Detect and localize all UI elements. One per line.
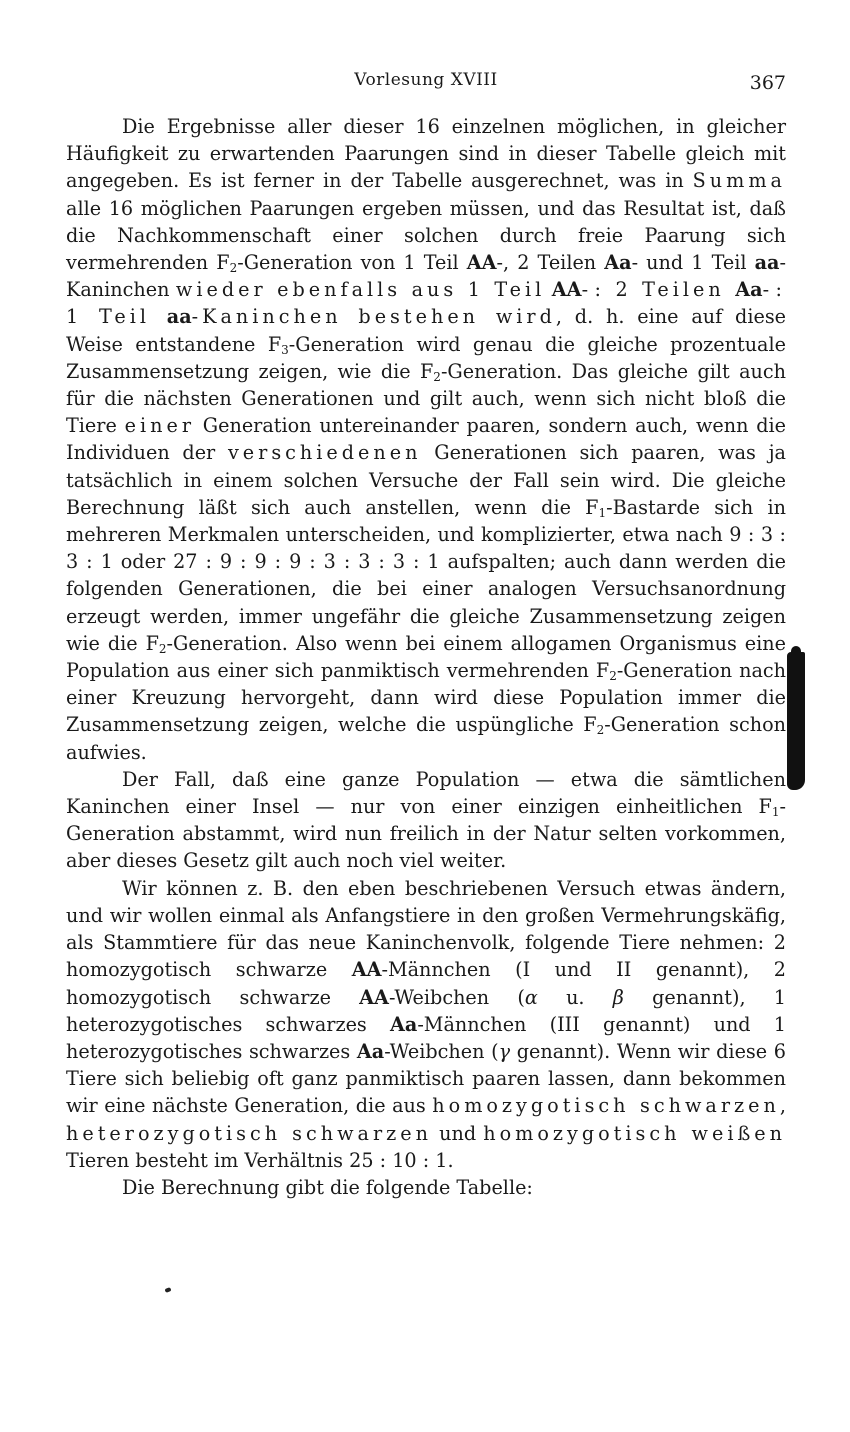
spaced-emphasis: homozygotisch weißen <box>483 1121 787 1145</box>
running-head: Vorlesung XVIII <box>354 70 498 90</box>
subscript: 2 <box>158 641 167 656</box>
emphasis: AA <box>466 251 497 275</box>
subscript: 1 <box>598 505 607 520</box>
emphasis: Aa <box>604 251 632 275</box>
emphasis: β <box>612 985 624 1009</box>
spaced-emphasis: heterozygotisch schwarzen <box>66 1121 432 1145</box>
page-edge-mark <box>787 652 805 790</box>
spaced-emphasis: homozygotisch schwarzen <box>432 1094 780 1118</box>
spaced-emphasis: : 2 Teilen <box>594 278 736 302</box>
spaced-emphasis: verschiedenen <box>227 441 422 465</box>
subscript: 2 <box>596 723 605 738</box>
body-text <box>66 113 786 1201</box>
emphasis: AA <box>551 278 582 302</box>
spaced-emphasis: -Kaninchen bestehen wird <box>191 305 556 329</box>
subscript: 2 <box>229 261 238 276</box>
subscript: 3 <box>281 342 289 357</box>
emphasis: AA <box>359 985 389 1009</box>
paragraph: Die Ergebnisse aller dieser 16 einzelnen möglichen, in gleicher Häufigkeit zu erwartenden Paarungen sind in dieser Tabelle gleich mit angegeben. Es ist ferner in der Tabelle ausgerechnet, was in Summa alle 16 möglichen Paarungen ergeben müssen, und das Resultat ist, daß die Nachkommenschaft einer solchen durch freie Paarung sich vermehrenden $F_2$-Generation von 1 Teil AA-, 2 Teilen Aa- und 1 Teil aa-Kaninchen wieder ebenfalls aus 1 Teil AA- : 2 Teilen Aa- : 1 Teil aa-Kaninchen bestehen wird, d. h. eine auf diese Weise entstandene $F_3$-Generation wird genau die gleiche prozentuale Zusammensetzung zeigen, wie die $F_2$-Generation. Das gleiche gilt auch für die nächsten Generationen und gilt auch, wenn sich nicht bloß die Tiere einer Generation untereinander paaren, sondern auch, wenn die Individuen der verschiedenen Generationen sich paaren, was ja tatsächlich in einem solchen Versuche der Fall sein wird. Die gleiche Berechnung läßt sich auch anstellen, wenn die $F_1$-Bastarde sich in mehreren Merkmalen unterscheiden, und komplizierter, etwa nach 9 : 3 : 3 : 1 oder 27 : 9 : 9 : 9 : 3 : 3 : 3 : 1 aufspalten; auch dann werden die folgenden Generationen, die bei einer analogen Versuchsanordnung erzeugt werden, immer ungefähr die gleiche Zusammensetzung zeigen wie die $F_2$-Generation. Also wenn bei einem allogamen Organismus eine Population aus einer sich panmiktisch vermehrenden $F_2$-Generation nach einer Kreuzung hervorgeht, dann wird diese Population immer die Zusammensetzung zeigen, welche die uspüngliche $F_2$-Generation schon aufwies. <box>66 115 787 764</box>
emphasis: α <box>524 985 538 1009</box>
emphasis: γ <box>498 1039 511 1063</box>
emphasis: Aa <box>389 1012 418 1036</box>
spaced-emphasis: wieder ebenfalls aus 1 Teil <box>175 278 546 302</box>
emphasis: aa <box>166 305 192 329</box>
page-header <box>66 70 786 100</box>
page-number: 367 <box>749 72 786 94</box>
spaced-emphasis: Summa <box>692 169 786 193</box>
subscript: 2 <box>433 369 441 384</box>
subscript: 1 <box>771 805 780 820</box>
paragraph: Der Fall, daß eine ganze Population — etwa die sämtlichen Kaninchen einer Insel — nur von einer einzigen einheitlichen $F_1$-Generation abstammt, wird nun freilich in der Natur selten vorkommen, aber dieses Gesetz gilt auch noch viel weiter. <box>66 767 786 873</box>
ink-speck <box>164 1287 171 1293</box>
subscript: 2 <box>609 669 617 684</box>
emphasis: aa <box>754 251 780 275</box>
emphasis: AA <box>351 958 382 982</box>
spaced-emphasis: einer <box>124 414 195 438</box>
spaced-emphasis: : 1 Teil <box>66 278 786 329</box>
emphasis: Aa <box>356 1039 385 1063</box>
emphasis: Aa <box>735 278 763 302</box>
paragraph: Wir können z. B. den eben beschriebenen Versuch etwas ändern, und wir wollen einmal als Anfangstiere in den großen Vermehrungskäfig, als Stammtiere für das neue Kaninchenvolk, folgende Tiere nehmen: 2 homozygotisch schwarze AA-Männchen (I und II genannt), 2 homozygotisch schwarze AA-Weibchen (α u. β genannt), 1 heterozygotisches schwarzes Aa-Männchen (III genannt) und 1 heterozygotisches schwarzes Aa-Weibchen (γ genannt). Wenn wir diese 6 Tiere sich beliebig oft ganz panmiktisch paaren lassen, dann bekommen wir eine nächste Generation, die aus homozygotisch schwarzen, heterozygotisch schwarzen und homozygotisch weißen Tieren besteht im Verhältnis 25 : 10 : 1. <box>66 876 787 1172</box>
paragraph: Die Berechnung gibt die folgende Tabelle: <box>122 1175 533 1199</box>
